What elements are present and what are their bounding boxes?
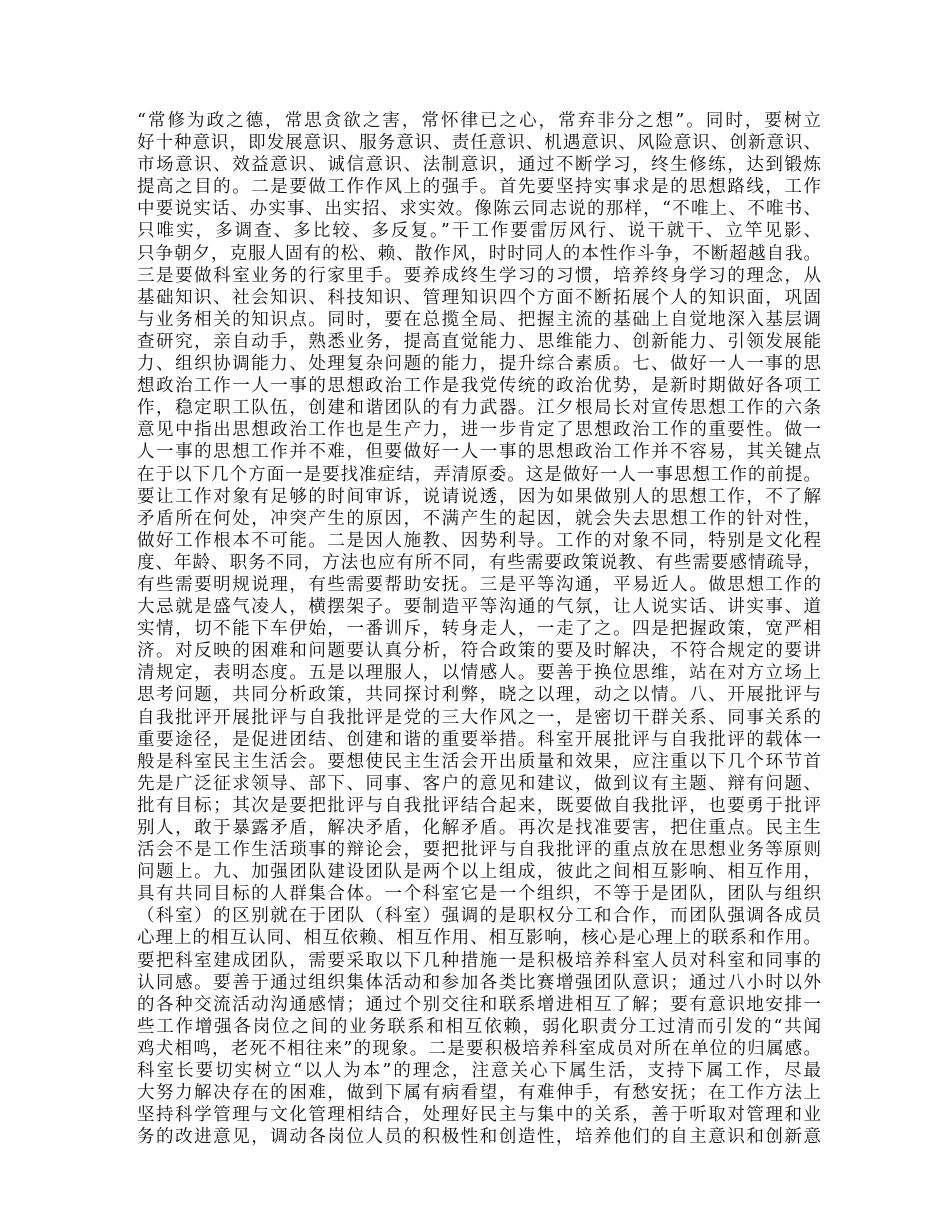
text-line: 有些需要明规说理，有些需要帮助安抚。三是平等沟通，平易近人。做思想工作的 — [137, 574, 821, 595]
text-line: 先是广泛征求领导、部下、同事、客户的意见和建议，做到议有主题、辩有问题、 — [137, 773, 821, 794]
text-line: 在于以下几个方面一是要找准症结，弄清原委。这是做好一人一事思想工作的前提。 — [137, 464, 821, 485]
text-line: 大忌就是盛气凌人，横摆架子。要制造平等沟通的气氛，让人说实话、讲实事、道 — [137, 597, 821, 618]
text-line: 务的改进意见，调动各岗位人员的积极性和创造性，培养他们的自主意识和创新意 — [137, 1127, 821, 1148]
text-line: 意见中指出思想政治工作也是生产力，进一步肯定了思想政治工作的重要性。做一 — [137, 420, 821, 441]
text-line: 与业务相关的知识点。同时，要在总揽全局、把握主流的基础上自觉地深入基层调 — [137, 309, 821, 330]
text-line: 中要说实话、办实事、出实招、求实效。像陈云同志说的那样，“不唯上、不唯书、 — [137, 199, 821, 220]
text-line: 问题上。九、加强团队建设团队是两个以上组成，彼此之间相互影响、相互作用， — [137, 862, 821, 883]
text-line: 要让工作对象有足够的时间审诉，说请说透，因为如果做别人的思想工作，不了解 — [137, 486, 821, 507]
text-line: 作，稳定职工队伍，创建和谐团队的有力武器。江夕根局长对宣传思想工作的六条 — [137, 398, 821, 419]
text-line: 认同感。要善于通过组织集体活动和参加各类比赛增强团队意识；通过八小时以外 — [137, 972, 821, 993]
text-line: 矛盾所在何处，冲突产生的原因，不满产生的起因，就会失去思想工作的针对性， — [137, 508, 821, 529]
text-line: 批有目标；其次是要把批评与自我批评结合起来，既要做自我批评，也要勇于批评 — [137, 795, 821, 816]
text-line: 三是要做科室业务的行家里手。要养成终生学习的习惯，培养终身学习的理念，从 — [137, 265, 821, 286]
text-line: 重要途径，是促进团结、创建和谐的重要举措。科室开展批评与自我批评的载体一 — [137, 729, 821, 750]
text-line: 度、年龄、职务不同，方法也应有所不同，有些需要政策说教、有些需要感情疏导， — [137, 552, 821, 573]
text-line: 只唯实，多调查、多比较、多反复。”干工作要雷厉风行、说干就干、立竿见影、 — [137, 221, 821, 242]
text-line: 思考问题，共同分析政策，共同探讨利弊，晓之以理，动之以情。八、开展批评与 — [137, 685, 821, 706]
text-line: “常修为政之德，常思贪欲之害，常怀律已之心，常弃非分之想”。同时，要树立 — [137, 111, 821, 131]
text-line: 提高之目的。二是要做工作作风上的强手。首先要坚持实事求是的思想路线，工作 — [137, 177, 821, 198]
text-line: 科室长要切实树立“以人为本”的理念，注意关心下属生活，支持下属工作，尽最 — [137, 1061, 821, 1082]
text-line: 坚持科学管理与文化管理相结合，处理好民主与集中的关系，善于听取对管理和业 — [137, 1105, 821, 1126]
text-line: 济。对反映的困难和问题要认真分析，符合政策的要及时解决，不符合规定的要讲 — [137, 641, 821, 662]
text-line: 实情，切不能下车伊始，一番训斥，转身走人，一走了之。四是把握政策，宽严相 — [137, 619, 821, 640]
text-line: 人一事的思想工作并不难，但要做好一人一事的思想政治工作并不容易，其关键点 — [137, 442, 821, 463]
text-line: 只争朝夕，克服人固有的松、赖、散作风，时时同人的本性作斗争，不断超越自我。 — [137, 243, 821, 264]
text-line: 些工作增强各岗位之间的业务联系和相互依赖，弱化职责分工过清而引发的“共闻 — [137, 1016, 821, 1037]
text-line: 市场意识、效益意识、诚信意识、法制意识，通过不断学习，终生修练，达到锻炼 — [137, 155, 821, 176]
text-line: 别人，敢于暴露矛盾，解决矛盾，化解矛盾。再次是找准要害，把住重点。民主生 — [137, 818, 821, 838]
text-line: 想政治工作一人一事的思想政治工作是我党传统的政治优势，是新时期做好各项工 — [137, 376, 821, 397]
text-line: 清规定，表明态度。五是以理服人，以情感人。要善于换位思维，站在对方立场上 — [137, 663, 821, 684]
text-line: 查研究，亲自动手，熟悉业务，提高直觉能力、思维能力、创新能力、引领发展能 — [137, 331, 821, 352]
body-text — [137, 110, 821, 1148]
text-line: 基础知识、社会知识、科技知识、管理知识四个方面不断拓展个人的知识面，巩固 — [137, 287, 821, 308]
text-line: 力、组织协调能力、处理复杂问题的能力，提升综合素质。七、做好一人一事的思 — [137, 354, 821, 375]
text-line: 做好工作根本不可能。二是因人施教、因势利导。工作的对象不同，特别是文化程 — [137, 530, 821, 551]
text-line: 鸡犬相鸣，老死不相往来”的现象。二是要积极培养科室成员对所在单位的归属感。 — [137, 1038, 821, 1059]
text-line: 活会不是工作生活琐事的辩论会，要把批评与自我批评的重点放在思想业务等原则 — [137, 840, 821, 861]
text-line: 具有共同目标的人群集合体。一个科室它是一个组织，不等于是团队，团队与组织 — [137, 884, 821, 905]
text-line: 好十种意识，即发展意识、服务意识、责任意识、机遇意识、风险意识、创新意识、 — [137, 133, 821, 154]
text-line: （科室）的区别就在于团队（科室）强调的是职权分工和合作，而团队强调各成员 — [137, 906, 821, 927]
text-line: 的各种交流活动沟通感情；通过个别交往和联系增进相互了解；要有意识地安排一 — [137, 994, 821, 1015]
text-line: 自我批评开展批评与自我批评是党的三大作风之一，是密切干群关系、同事关系的 — [137, 707, 821, 728]
text-line: 大努力解决存在的困难，做到下属有病看望，有难伸手，有愁安抚；在工作方法上 — [137, 1083, 821, 1104]
text-line: 要把科室建成团队，需要采取以下几种措施一是积极培养科室人员对科室和同事的 — [137, 950, 821, 971]
text-line: 般是科室民主生活会。要想使民主生活会开出质量和效果，应注重以下几个环节首 — [137, 751, 821, 772]
text-line: 心理上的相互认同、相互依赖、相互作用、相互影响，核心是心理上的联系和作用。 — [137, 928, 821, 949]
